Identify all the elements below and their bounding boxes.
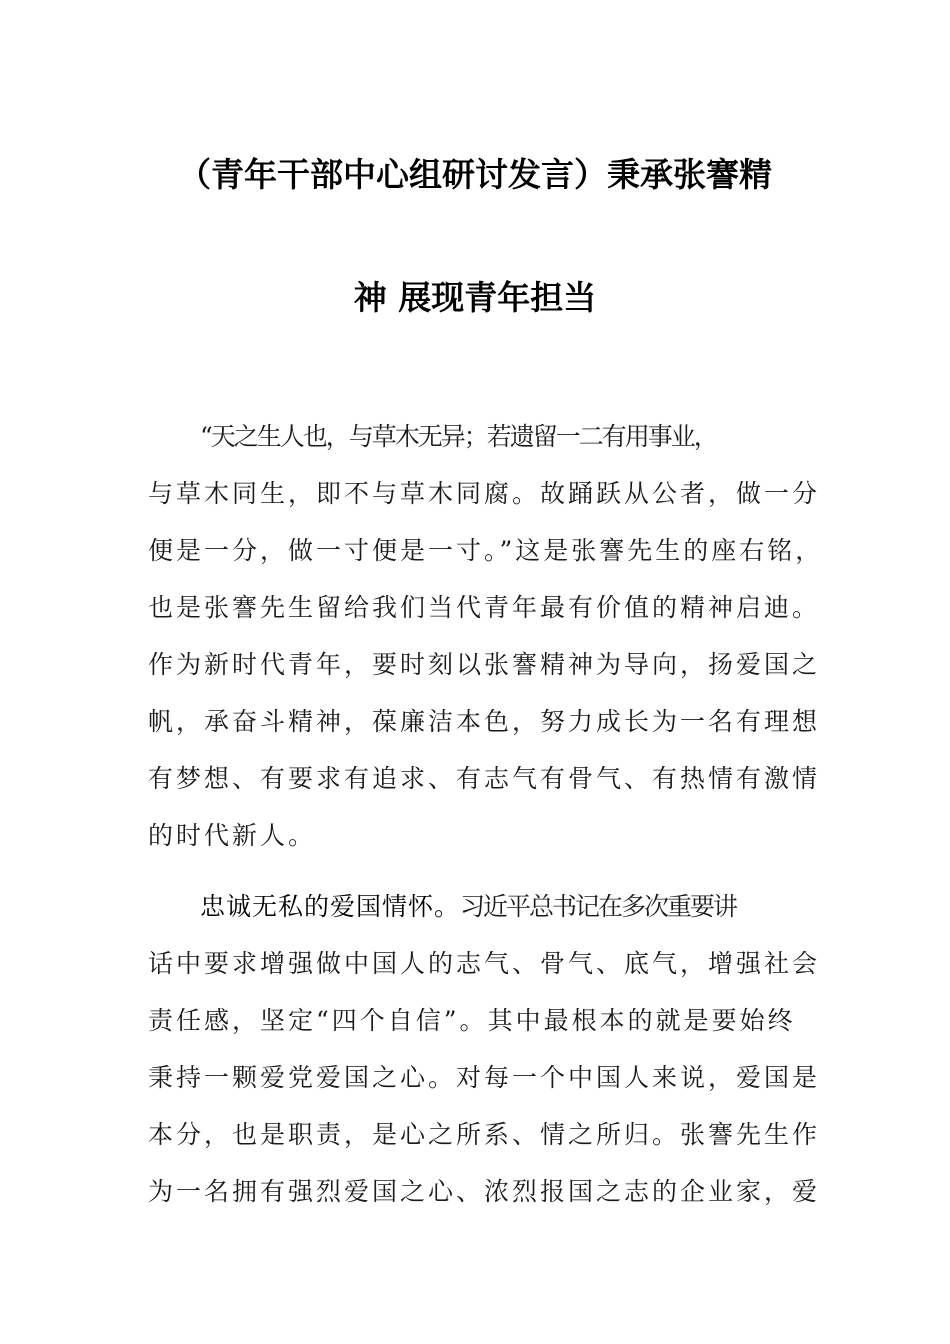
document-title-line-2: 神 展现青年担当: [353, 278, 597, 317]
paragraph-2-line-5: 本分，也是职责，是心之所系、情之所归。张謇先生作: [148, 1120, 821, 1149]
paragraph-1-line-7: 有梦想、有要求有追求、有志气有骨气、有热情有激情: [148, 764, 821, 793]
paragraph-1-line-4: 也是张謇先生留给我们当代青年最有价值的精神启迪。: [148, 593, 821, 622]
paragraph-1-line-5: 作为新时代青年，要时刻以张謇精神为导向，扬爱国之: [148, 650, 821, 679]
document-title-line-1: （青年干部中心组研讨发言）秉承张謇精: [178, 155, 772, 194]
paragraph-2-line-2: 话中要求增强做中国人的志气、骨气、底气，增强社会: [148, 949, 821, 978]
paragraph-1-line-8: 的时代新人。: [148, 821, 317, 850]
paragraph-2-line-1: [200, 890, 880, 924]
paragraph-2-line-3: 责任感，坚定“四个自信”。其中最根本的就是要始终: [148, 1006, 796, 1035]
paragraph-2-line-4: 秉持一颗爱党爱国之心。对每一个中国人来说，爱国是: [148, 1063, 821, 1092]
paragraph-1-line-6: 帆，承奋斗精神，葆廉洁本色，努力成长为一名有理想: [148, 707, 821, 736]
paragraph-2-lead: 忠诚无私的爱国情怀。: [200, 892, 461, 921]
paragraph-1-line-1: “天之生人也，与草木无异；若遗留一二有用事业，: [200, 422, 717, 451]
paragraph-2-line-6: 为一名拥有强烈爱国之心、浓烈报国之志的企业家，爱: [148, 1177, 821, 1206]
paragraph-1-line-3: 便是一分，做一寸便是一寸。”这是张謇先生的座右铭，: [148, 536, 824, 565]
paragraph-2-line-1-rest: 习近平总书记在多次重要讲: [460, 892, 737, 921]
paragraph-1-line-2: 与草木同生，即不与草木同腐。故踊跃从公者，做一分: [148, 479, 821, 508]
